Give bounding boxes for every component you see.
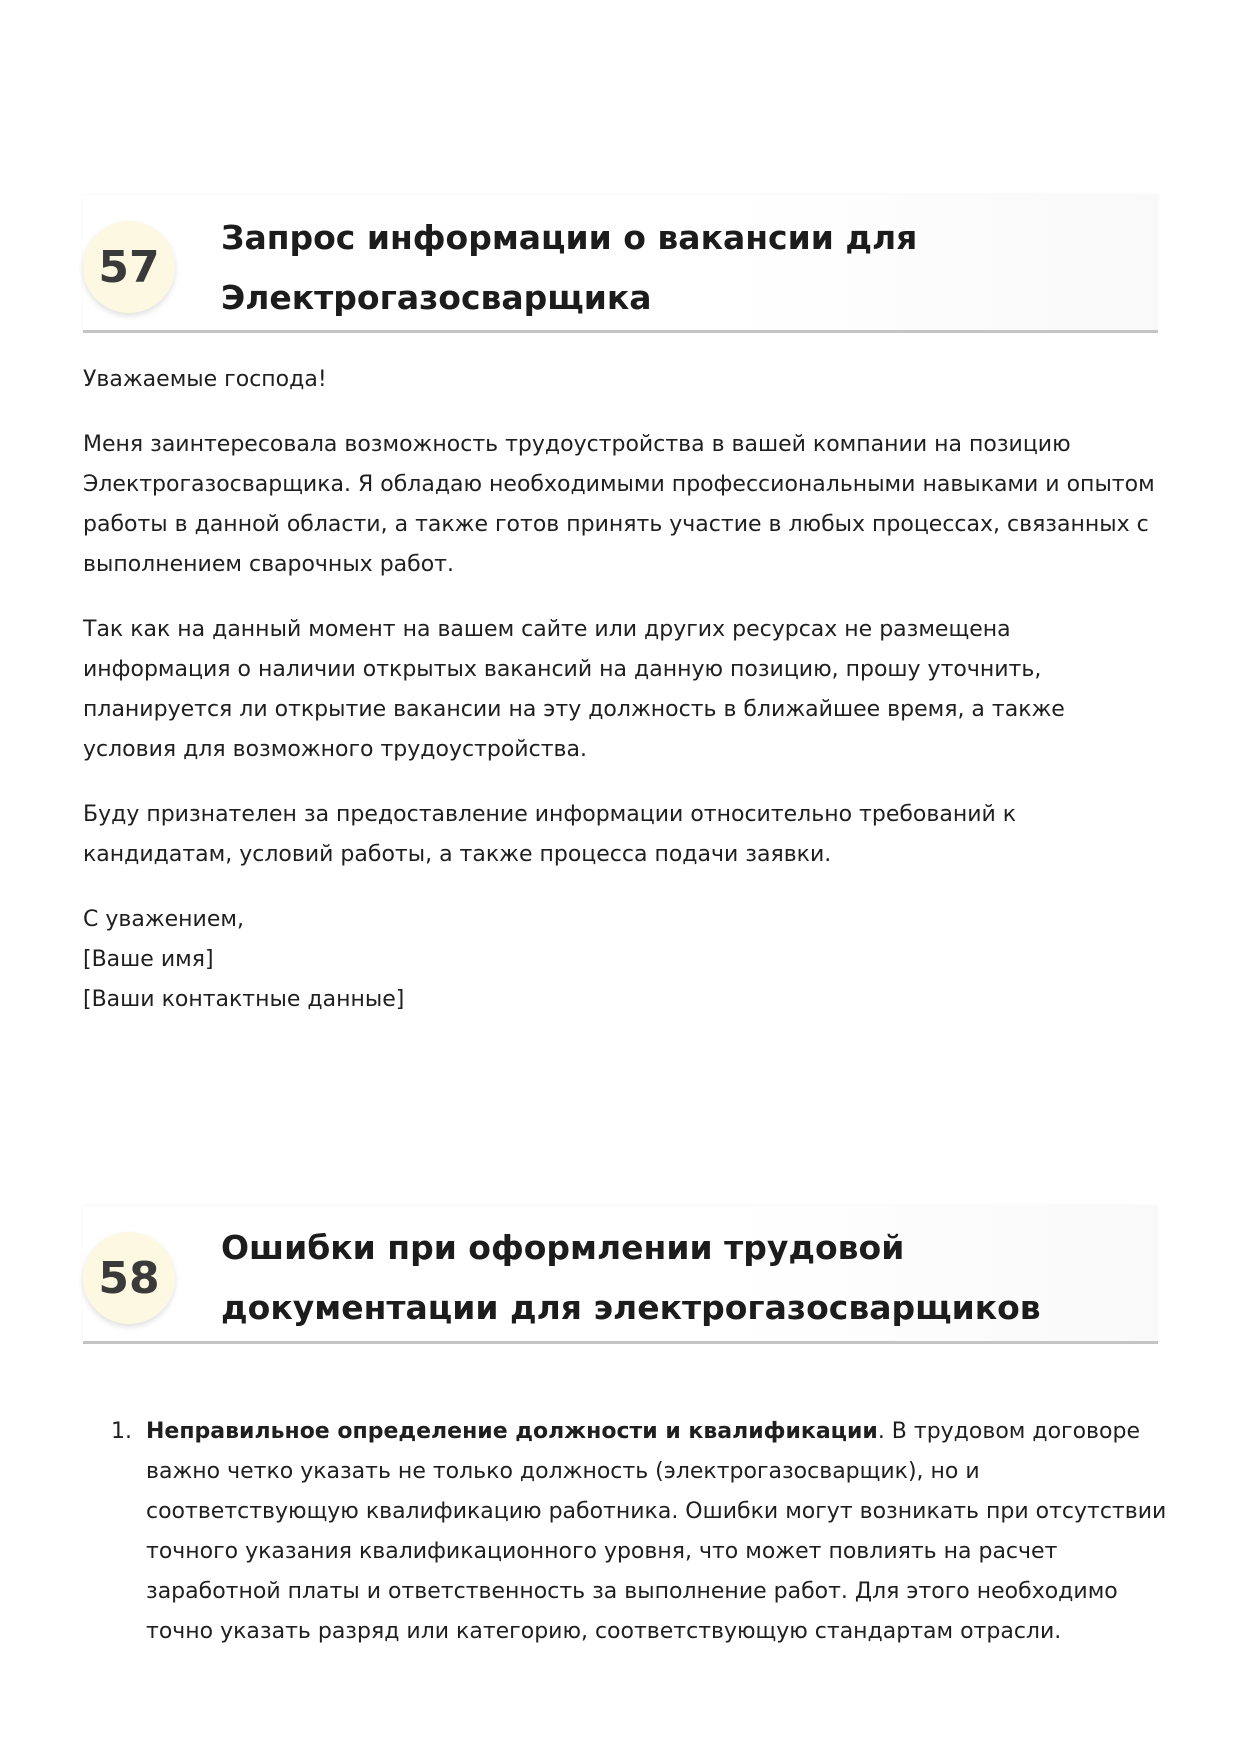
letter-greeting: Уважаемые господа! (83, 367, 327, 392)
list-item-text: . В трудовом договоре важно четко указать не только должность (электрогазосварщик), но и соответствующую квалификацию работника. Ошибки могут возникать при отсутствии точного указания квалификационного уровня, что может повлиять на расчет заработной платы и ответственность за выполнение работ. Для этого необходимо точно указать разряд или категорию, соответствующую стандартам отрасли. (146, 1419, 1167, 1644)
section-title-line: Запрос информации о вакансии для (221, 218, 918, 257)
errors-list (111, 1412, 1169, 1652)
section-number-badge: 58 (83, 1232, 175, 1324)
list-item (111, 1412, 1169, 1652)
letter-name-placeholder: [Ваше имя] (83, 947, 214, 972)
letter-contacts-placeholder: [Ваши контактные данные] (83, 987, 405, 1012)
section-title-line: Электрогазосварщика (221, 278, 652, 317)
section-number-badge: 57 (83, 221, 175, 313)
list-item-number: 1. (111, 1419, 132, 1444)
letter-closing: С уважением, (83, 907, 244, 932)
letter-signature (83, 900, 1163, 1020)
section-title-line: документации для электрогазосварщиков (221, 1288, 1041, 1327)
letter-paragraph: Так как на данный момент на вашем сайте или других ресурсах не размещена информация о наличии открытых вакансий на данную позицию, прошу уточнить, планируется ли открытие вакансии на эту должность в ближайшее время, а также условия для возможного трудоустройства. (83, 617, 1065, 762)
letter-body (83, 360, 1163, 1020)
section-title-line: Ошибки при оформлении трудовой (221, 1228, 905, 1267)
letter-paragraph: Меня заинтересовала возможность трудоустройства в вашей компании на позицию Электрогазосварщика. Я обладаю необходимыми профессиональными навыками и опытом работы в данной области, а также готов принять участие в любых процессах, связанных с выполнением сварочных работ. (83, 432, 1155, 577)
list-item-heading: Неправильное определение должности и квалификации (146, 1419, 878, 1444)
section-title (221, 208, 1121, 328)
section-title (221, 1218, 1121, 1338)
letter-paragraph: Буду признателен за предоставление информации относительно требований к кандидатам, условий работы, а также процесса подачи заявки. (83, 802, 1017, 867)
